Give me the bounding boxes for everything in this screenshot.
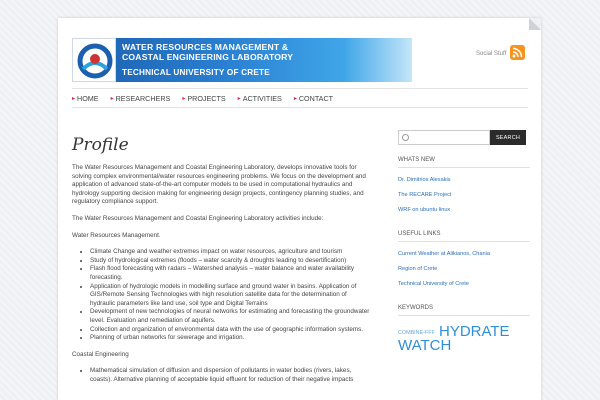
sidebar	[398, 130, 530, 354]
useful-link[interactable]: Current Weather at Alikianos, Chania	[398, 251, 490, 257]
activities-list	[90, 248, 372, 343]
coastal-list	[90, 367, 372, 384]
main-navigation	[72, 88, 528, 108]
list-item: • Application of hydrologic models in modelling surface and ground water in basins. Application of GIS/Remote Sensing Technologies with high resolution satellite data for the determination of hydraulic parameters like land use, soil type and Digital Terrains	[90, 283, 372, 309]
activities-intro: The Water Resources Management and Coastal Engineering Laboratory activities include:	[72, 214, 324, 222]
nav-item-researchers[interactable]	[111, 94, 171, 103]
nav-item-contact[interactable]	[294, 94, 333, 103]
list-item: • Collection and organization of environmental data with the use of geographic information systems.	[90, 326, 372, 335]
whats-new-link[interactable]: Dr. Dimitrios Alexakis	[398, 177, 451, 183]
nav-label: PROJECTS	[187, 93, 226, 103]
social-stuff-label: Social Stuff	[476, 51, 507, 57]
useful-links-heading: USEFUL LINKS	[398, 231, 530, 242]
whats-new-heading: WHATS NEW	[398, 157, 530, 168]
main-content	[72, 164, 372, 392]
whats-new-link[interactable]: The RECARE Project	[398, 192, 452, 198]
nav-item-activities[interactable]	[238, 94, 282, 103]
rss-icon[interactable]	[510, 45, 525, 60]
page-container	[58, 18, 541, 400]
keyword-link[interactable]: COMBINE-FFF	[398, 330, 435, 336]
search-form	[398, 130, 530, 145]
list-item: • Development of new technologies of neural networks for estimating and forecasting the groundwater level. Evaluation and remediation of aquifers.	[90, 308, 372, 325]
useful-link[interactable]: Region of Crete	[398, 266, 438, 272]
intro-paragraph: The Water Resources Management and Coastal Engineering Laboratory, develops innovative tools for solving complex environmental/water resources engineering problems. We focus on the development and application of advanced state-of-the-art computer models to be used in computational hydraulics and hydrology supporting decision making for engineering design projects, contingency planning studies, and regulatory compliance support.	[72, 164, 366, 206]
nav-bullet-icon: ▸	[72, 95, 76, 102]
nav-bullet-icon: ▸	[293, 95, 297, 102]
banner-title-line2: COASTAL ENGINEERING LABORATORY	[122, 52, 294, 62]
nav-label: RESEARCHERS	[115, 93, 171, 103]
section-title: Water Resources Management.	[72, 231, 161, 239]
nav-item-home[interactable]	[72, 94, 99, 103]
corner-fold	[529, 18, 541, 30]
search-icon	[402, 134, 409, 141]
nav-bullet-icon: ▸	[237, 95, 241, 102]
whats-new-link[interactable]: WRF on ubuntu linux	[398, 207, 451, 213]
keyword-link[interactable]: HYDRATE	[439, 323, 510, 340]
site-banner[interactable]	[72, 38, 412, 82]
nav-label: ACTIVITIES	[242, 93, 282, 103]
list-item: • Study of hydrological extremes (floods – water scarcity & droughts leading to desertification)	[90, 257, 372, 266]
list-item: • Mathematical simulation of diffusion and dispersion of pollutants in water bodies (rivers, lakes, coasts). Alternative planning of acceptable liquid effluent for reduction of their negative impacts	[90, 367, 372, 384]
list-item: • Flash flood forecasting with radars – Watershed analysis – water balance and water availability forecasting.	[90, 265, 372, 282]
keywords-heading: KEYWORDS	[398, 305, 530, 316]
keyword-link[interactable]: WATCH	[398, 337, 452, 354]
search-button[interactable]: SEARCH	[490, 130, 526, 145]
banner-university: TECHNICAL UNIVERSITY OF CRETE	[122, 68, 270, 77]
nav-label: CONTACT	[298, 93, 334, 103]
page-title: Profile	[72, 135, 129, 155]
search-input[interactable]	[398, 130, 490, 145]
nav-label: HOME	[77, 93, 99, 103]
banner-title-line1: WATER RESOURCES MANAGEMENT &	[122, 42, 289, 52]
list-item: • Planning of urban networks for sewerage and irrigation.	[90, 334, 372, 343]
laboratory-logo	[72, 38, 116, 82]
nav-item-projects[interactable]	[182, 94, 225, 103]
keyword-cloud	[398, 320, 530, 354]
list-item: • Climate Change and weather extremes impact on water resources, agriculture and tourism	[90, 248, 372, 257]
section-title: Coastal Engineering	[72, 350, 129, 358]
useful-link[interactable]: Technical University of Crete	[398, 281, 469, 287]
nav-bullet-icon: ▸	[110, 95, 114, 102]
nav-bullet-icon: ▸	[182, 95, 186, 102]
